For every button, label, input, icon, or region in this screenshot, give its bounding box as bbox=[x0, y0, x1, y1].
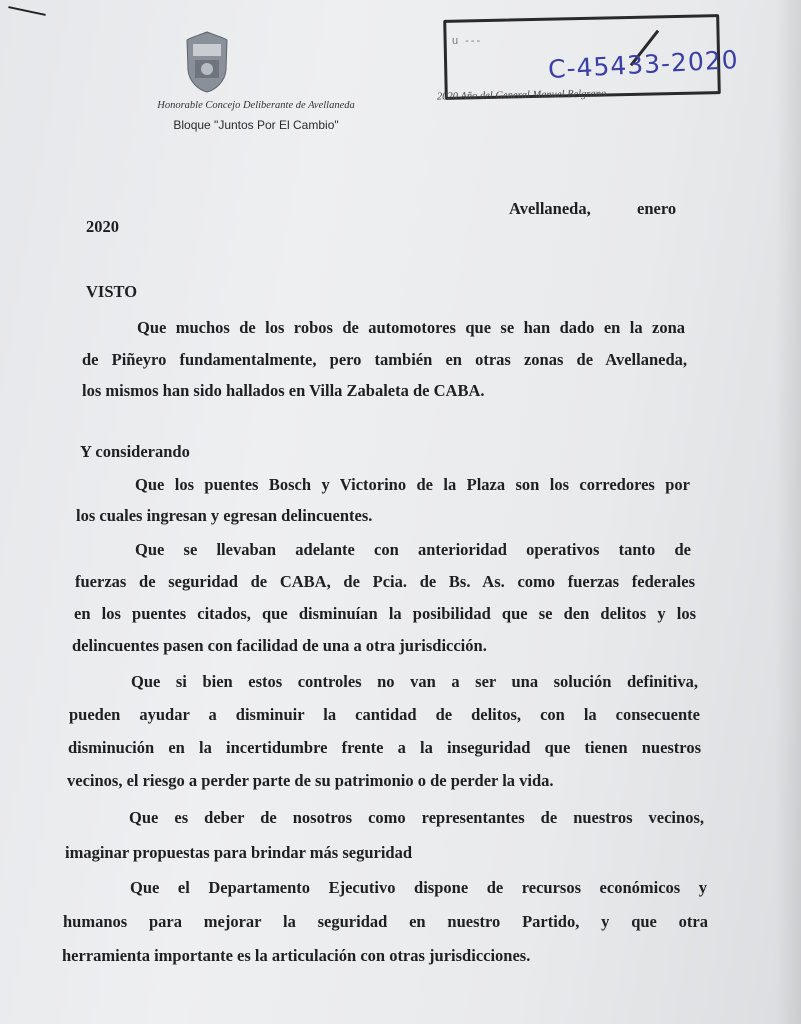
visto-line: Que muchos de los robos de automotores que se han dado en la zona bbox=[137, 318, 685, 337]
considerando-line: Que los puentes Bosch y Victorino de la Plaza son los corredores por bbox=[135, 475, 690, 494]
bloc-name: Bloque "Juntos Por El Cambio" bbox=[173, 118, 339, 132]
page-edge-shadow bbox=[775, 0, 801, 1024]
date-city: Avellaneda, bbox=[509, 199, 591, 218]
council-seal-logo bbox=[183, 30, 231, 94]
stamp-dotted-line: u --- bbox=[452, 35, 483, 47]
considerando-line: Que si bien estos controles no van a ser una solución definitiva, bbox=[131, 672, 698, 691]
considerando-line: los cuales ingresan y egresan delincuentes. bbox=[76, 506, 373, 525]
considerando-line: pueden ayudar a disminuir la cantidad de delitos, con la consecuente bbox=[69, 705, 700, 724]
date-month: enero bbox=[637, 199, 677, 218]
considerando-line: humanos para mejorar la seguridad en nuestro Partido, y que otra bbox=[63, 912, 708, 931]
considerando-line: Que se llevaban adelante con anterioridad operativos tanto de bbox=[135, 540, 691, 559]
considerando-line: Que es deber de nosotros como representantes de nuestros vecinos, bbox=[129, 808, 704, 827]
visto-line: los mismos han sido hallados en Villa Zabaleta de CABA. bbox=[82, 381, 485, 400]
date-year: 2020 bbox=[86, 217, 119, 236]
considerando-line: fuerzas de seguridad de CABA, de Pcia. de Bs. As. como fuerzas federales bbox=[75, 572, 695, 591]
considerando-line: disminución en la incertidumbre frente a la inseguridad que tienen nuestros bbox=[68, 738, 701, 757]
considerando-line: vecinos, el riesgo a perder parte de su patrimonio o de perder la vida. bbox=[67, 771, 554, 790]
considerando-line: herramienta importante es la articulación con otras jurisdicciones. bbox=[62, 946, 531, 965]
file-number-handwritten: C-45433-2020 bbox=[547, 45, 740, 84]
visto-line: de Piñeyro fundamentalmente, pero también en otras zonas de Avellaneda, bbox=[82, 350, 687, 369]
considerando-line: delincuentes pasen con facilidad de una a otra jurisdicción. bbox=[72, 636, 487, 655]
considerando-line: imaginar propuestas para brindar más seguridad bbox=[65, 843, 413, 862]
visto-heading: VISTO bbox=[86, 282, 138, 301]
organization-name: Honorable Concejo Deliberante de Avellaneda bbox=[157, 100, 355, 111]
pen-mark bbox=[8, 6, 46, 16]
year-motto: 2020 Año del General Manuel Belgrano bbox=[436, 88, 607, 103]
considerando-line: Que el Departamento Ejecutivo dispone de recursos económicos y bbox=[130, 878, 707, 897]
considerando-line: en los puentes citados, que disminuían la posibilidad que se den delitos y los bbox=[74, 604, 696, 623]
considerando-heading: Y considerando bbox=[80, 442, 190, 461]
